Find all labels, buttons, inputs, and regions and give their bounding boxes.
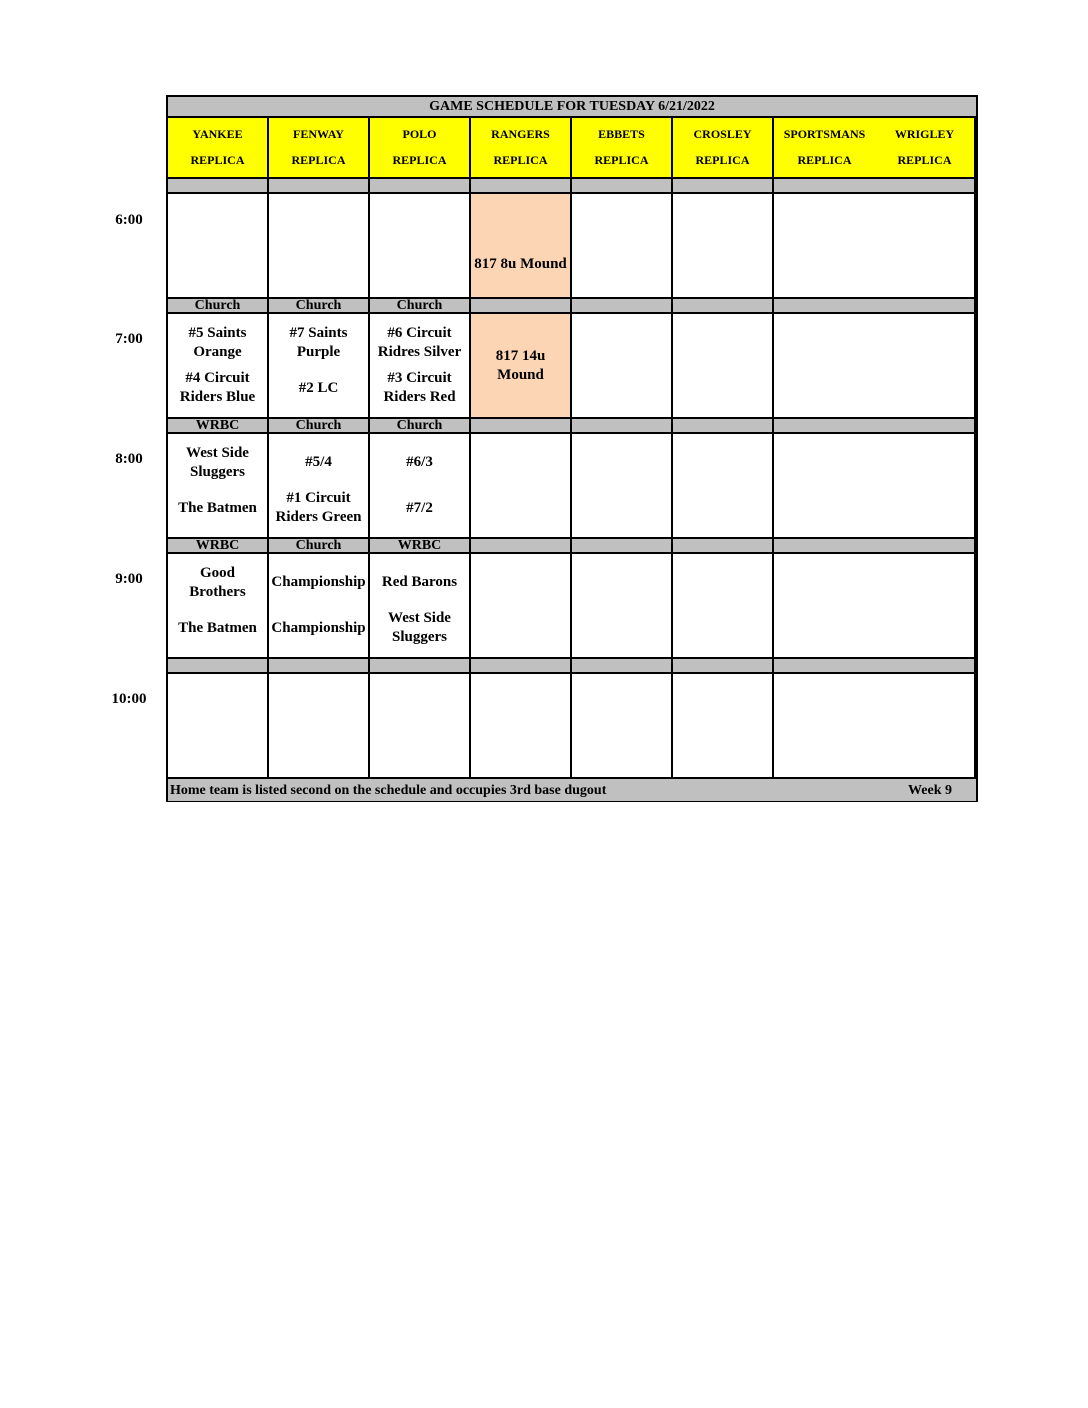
field-name: FENWAY (293, 127, 344, 142)
schedule-title: GAME SCHEDULE FOR TUESDAY 6/21/2022 (168, 97, 976, 118)
dugout-label (471, 299, 572, 314)
game-cell (269, 314, 370, 419)
dugout-label: Church (269, 299, 370, 314)
team-entry: Championship (271, 574, 366, 591)
field-subtitle: REPLICA (797, 152, 852, 167)
dugout-label (269, 179, 370, 194)
dugout-label (774, 539, 875, 554)
dugout-label (673, 659, 774, 674)
team-entry: #6 Circuit Ridres Silver (377, 324, 462, 360)
game-cell (370, 674, 471, 779)
game-cell (875, 674, 976, 779)
team-entry: West Side Sluggers (388, 610, 451, 646)
field-name: YANKEE (192, 127, 243, 142)
dugout-label (168, 179, 269, 194)
field-name: SPORTSMANS (783, 127, 866, 142)
field-header-sportsmans (774, 118, 875, 179)
dugout-label (875, 419, 976, 434)
time-label: 8:00 (115, 451, 143, 467)
dugout-label (572, 299, 673, 314)
game-cell (673, 434, 774, 539)
dugout-label: Church (370, 299, 471, 314)
time-label: 9:00 (115, 571, 143, 587)
schedule-table (166, 95, 978, 802)
dugout-label (774, 419, 875, 434)
dugout-label: Church (370, 419, 471, 434)
team-entry: #5/4 (305, 454, 332, 471)
game-cell (269, 194, 370, 299)
dugout-label (471, 539, 572, 554)
field-header-ebbets (572, 118, 673, 179)
field-subtitle: REPLICA (392, 152, 447, 167)
footer-note: Home team is listed second on the schedule and occupies 3rd base dugout (170, 782, 607, 798)
team-entry: 817 8u Mound (474, 255, 567, 272)
field-header-rangers (471, 118, 572, 179)
field-name: EBBETS (598, 127, 645, 142)
team-entry: #6/3 (406, 454, 433, 471)
dugout-label (673, 179, 774, 194)
game-cell (673, 554, 774, 659)
dugout-label (875, 659, 976, 674)
team-entry: Championship (271, 619, 366, 636)
game-cell (572, 194, 673, 299)
team-entry: 817 14u Mound (495, 347, 546, 383)
dugout-label (370, 179, 471, 194)
game-cell (774, 314, 875, 419)
field-name: POLO (402, 127, 437, 142)
footer-bar (168, 779, 976, 801)
game-cell (370, 314, 471, 419)
dugout-label (875, 179, 976, 194)
team-entry: The Batmen (178, 619, 257, 636)
game-cell (774, 674, 875, 779)
game-cell (875, 434, 976, 539)
game-cell (370, 434, 471, 539)
dugout-label (875, 299, 976, 314)
team-entry: #4 Circuit Riders Blue (179, 370, 256, 406)
dugout-label (673, 299, 774, 314)
game-cell (572, 554, 673, 659)
dugout-label: WRBC (168, 539, 269, 554)
dugout-label (370, 659, 471, 674)
game-cell (572, 674, 673, 779)
field-subtitle: REPLICA (493, 152, 548, 167)
field-header-wrigley (875, 118, 976, 179)
game-cell (471, 194, 572, 299)
game-cell (774, 434, 875, 539)
week-label: Week 9 (908, 782, 952, 798)
team-entry: Good Brothers (189, 564, 246, 600)
game-cell (875, 554, 976, 659)
game-cell (572, 434, 673, 539)
game-cell (471, 314, 572, 419)
game-cell (471, 674, 572, 779)
team-entry: #1 Circuit Riders Green (275, 490, 362, 526)
game-cell (875, 194, 976, 299)
team-entry: #2 LC (298, 379, 339, 396)
game-cell (269, 674, 370, 779)
game-cell (168, 674, 269, 779)
dugout-label: Church (269, 419, 370, 434)
dugout-label (168, 659, 269, 674)
dugout-label (572, 179, 673, 194)
time-label: 7:00 (115, 331, 143, 347)
game-cell (471, 434, 572, 539)
dugout-label (572, 659, 673, 674)
game-cell (774, 554, 875, 659)
field-subtitle: REPLICA (594, 152, 649, 167)
time-label: 6:00 (115, 212, 143, 228)
field-subtitle: REPLICA (190, 152, 245, 167)
dugout-label (269, 659, 370, 674)
dugout-label (572, 539, 673, 554)
team-entry: #7 Saints Purple (289, 324, 348, 360)
game-cell (168, 434, 269, 539)
dugout-label (774, 179, 875, 194)
game-cell (370, 554, 471, 659)
team-entry: The Batmen (178, 499, 257, 516)
field-subtitle: REPLICA (695, 152, 750, 167)
dugout-label (471, 419, 572, 434)
dugout-label: Church (168, 299, 269, 314)
dugout-label (572, 419, 673, 434)
game-cell (673, 674, 774, 779)
field-name: RANGERS (491, 127, 550, 142)
field-header-crosley (673, 118, 774, 179)
dugout-label: Church (269, 539, 370, 554)
dugout-label (471, 659, 572, 674)
game-cell (168, 314, 269, 419)
game-cell (269, 554, 370, 659)
game-cell (168, 194, 269, 299)
game-cell (471, 554, 572, 659)
game-cell (572, 314, 673, 419)
dugout-label: WRBC (168, 419, 269, 434)
field-subtitle: REPLICA (897, 152, 952, 167)
team-entry: #7/2 (406, 499, 433, 516)
field-name: CROSLEY (693, 127, 752, 142)
dugout-label (673, 539, 774, 554)
field-header-yankee (168, 118, 269, 179)
dugout-label (875, 539, 976, 554)
team-entry: Red Barons (381, 574, 458, 591)
game-cell (370, 194, 471, 299)
dugout-label (673, 419, 774, 434)
game-cell (774, 194, 875, 299)
dugout-label: WRBC (370, 539, 471, 554)
dugout-label (774, 659, 875, 674)
game-cell (875, 314, 976, 419)
game-cell (168, 554, 269, 659)
field-header-fenway (269, 118, 370, 179)
game-cell (269, 434, 370, 539)
field-subtitle: REPLICA (291, 152, 346, 167)
dugout-label (774, 299, 875, 314)
team-entry: #5 Saints Orange (188, 324, 247, 360)
game-cell (673, 314, 774, 419)
team-entry: West Side Sluggers (186, 444, 249, 480)
game-cell (673, 194, 774, 299)
field-header-polo (370, 118, 471, 179)
field-name: WRIGLEY (894, 127, 955, 142)
team-entry: #3 Circuit Riders Red (383, 370, 456, 406)
time-label: 10:00 (111, 691, 147, 707)
dugout-label (471, 179, 572, 194)
